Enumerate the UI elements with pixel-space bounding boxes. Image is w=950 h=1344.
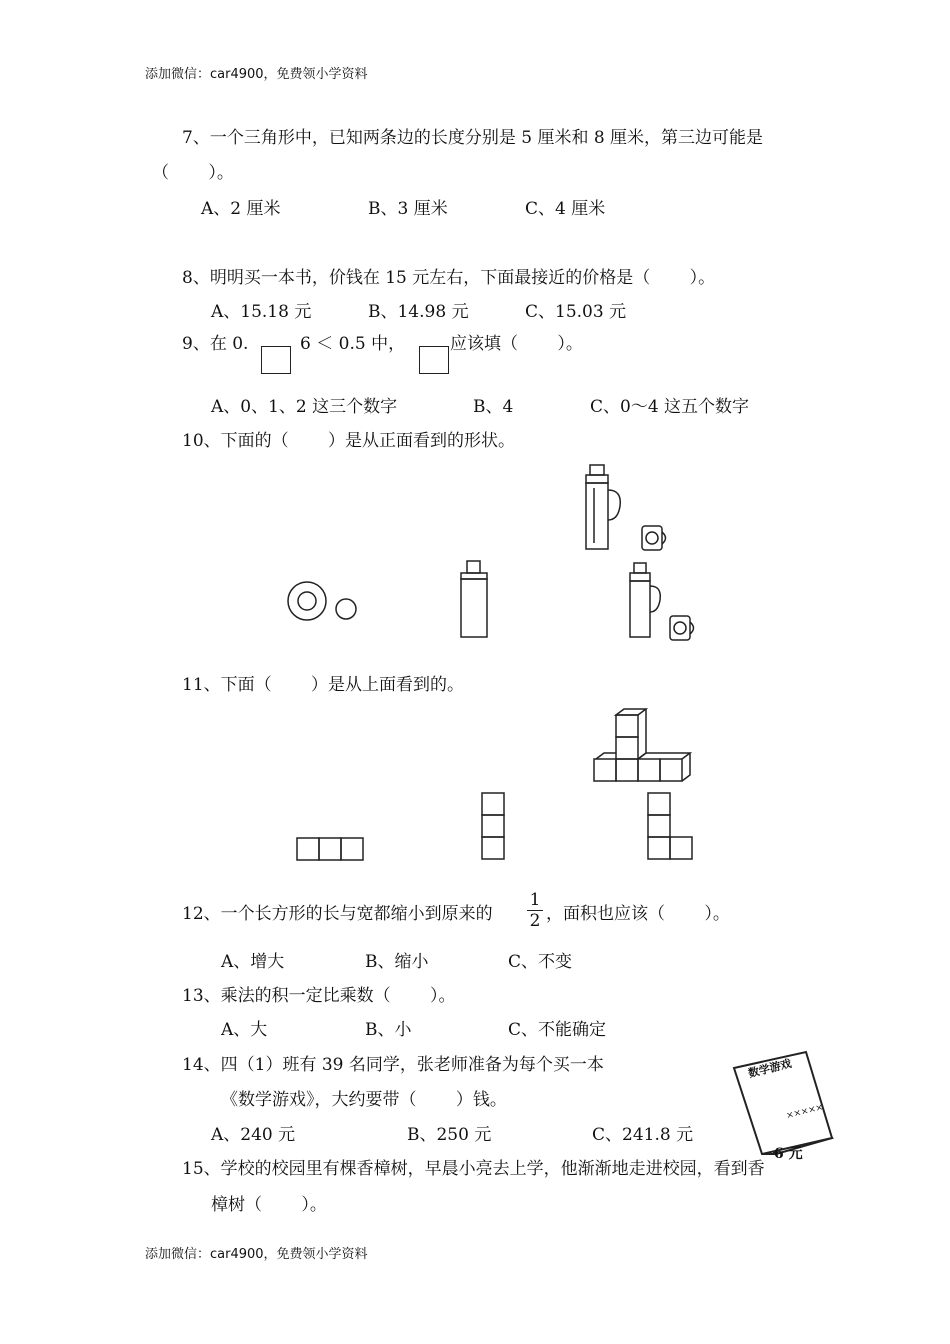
one-half-fraction: [527, 890, 543, 931]
book-stars: ×××××: [785, 1102, 825, 1122]
page-header: 添加微信：car4900，免费领小学资料: [145, 67, 368, 82]
q12-option-c: C、不变: [508, 952, 573, 972]
q14-stem-line2: 《数学游戏》，大约要带（ ）钱。: [221, 1090, 507, 1110]
option-b-thermos-view: [455, 558, 495, 643]
q12-stem-part1: 12、一个长方形的长与宽都缩小到原来的: [182, 904, 493, 924]
option-a-top-view: [296, 837, 366, 863]
q8-option-a: A、15.18 元: [211, 302, 312, 322]
q7-option-c: C、4 厘米: [525, 199, 606, 219]
option-c-top-view: [646, 792, 696, 862]
fraction-numerator: 1: [527, 890, 543, 911]
q7-blank: （ ）。: [152, 163, 234, 183]
q14-option-c: C、241.8 元: [592, 1125, 694, 1145]
q8-option-c: C、15.03 元: [525, 302, 627, 322]
book-title: 数学游戏: [746, 1056, 793, 1081]
q9-option-a: A、0、1、2 这三个数字: [211, 397, 398, 417]
q12-option-a: A、增大: [221, 952, 285, 972]
q8-stem: 8、明明买一本书，价钱在 15 元左右，下面最接近的价格是（ ）。: [182, 268, 716, 288]
q7-option-b: B、3 厘米: [368, 199, 448, 219]
q11-stem: 11、下面（ ）是从上面看到的。: [182, 675, 465, 695]
q9-option-b: B、4: [473, 397, 514, 417]
q13-stem: 13、乘法的积一定比乘数（ ）。: [182, 986, 456, 1006]
q7-stem: 7、一个三角形中，已知两条边的长度分别是 5 厘米和 8 厘米，第三边可能是: [182, 128, 764, 148]
q14-option-a: A、240 元: [211, 1125, 296, 1145]
q9-stem-part1: 9、在 0.: [182, 334, 249, 354]
cube-stack-figure: [590, 705, 700, 790]
q13-option-b: B、小: [365, 1020, 412, 1040]
option-a-circles-view: [285, 582, 365, 632]
q13-option-c: C、不能确定: [508, 1020, 607, 1040]
q12-stem-part2: ，面积也应该（ ）。: [546, 904, 730, 924]
q13-option-a: A、大: [221, 1020, 268, 1040]
q9-answer-box: [419, 346, 449, 374]
q14-option-b: B、250 元: [407, 1125, 492, 1145]
q15-stem-line1: 15、学校的校园里有棵香樟树，早晨小亮去上学，他渐渐地走进校园，看到香: [182, 1159, 765, 1179]
q9-digit-box: [261, 346, 291, 374]
option-b-top-view: [480, 792, 508, 862]
thermos-and-cup-scene: [580, 460, 670, 560]
q7-option-a: A、2 厘米: [201, 199, 281, 219]
q8-option-b: B、14.98 元: [368, 302, 469, 322]
book-price: 6 元: [774, 1146, 803, 1162]
q9-stem-part2: 6 ＜ 0.5 中，: [300, 334, 406, 354]
q14-stem-line1: 14、四（1）班有 39 名同学，张老师准备为每个买一本: [182, 1055, 604, 1075]
option-c-thermos-cup-view: [622, 560, 707, 645]
q12-option-b: B、缩小: [365, 952, 429, 972]
fraction-denominator: 2: [529, 911, 541, 931]
q9-stem-part3: 应该填（ ）。: [450, 334, 583, 354]
q15-stem-line2: 樟树（ ）。: [211, 1195, 327, 1215]
q9-option-c: C、0～4 这五个数字: [590, 397, 750, 417]
q10-stem: 10、下面的（ ）是从正面看到的形状。: [182, 431, 516, 451]
page-footer: 添加微信：car4900，免费领小学资料: [145, 1247, 368, 1262]
